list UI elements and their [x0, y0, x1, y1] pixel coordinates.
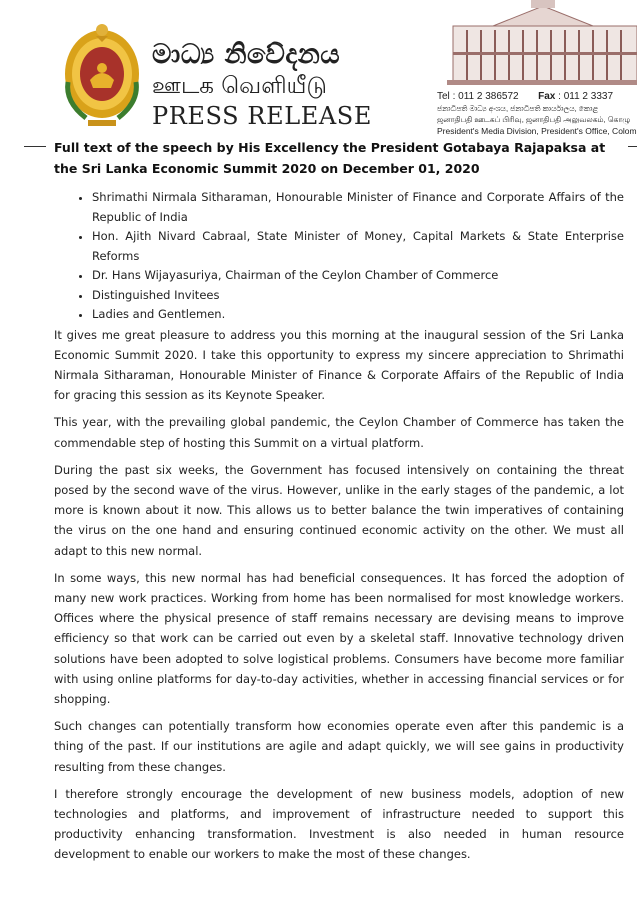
title-sinhala: මාධ්‍ය නිවේදනය [152, 39, 341, 70]
press-release-header [0, 0, 637, 140]
speech-paragraph: This year, with the prevailing global pandemic, the Ceylon Chamber of Commerce has taken the commendable step of hosting this Summit on a virtual platform. [54, 415, 624, 450]
addressee-item: • Hon. Ajith Nivard Cabraal, State Minister of Money, Capital Markets & State Enterprise Reforms [92, 227, 624, 266]
addressee-item: • Shrimathi Nirmala Sitharaman, Honourable Minister of Finance and Corporate Affairs of the Republic of India [92, 188, 624, 227]
tel-label: Tel [437, 91, 450, 102]
fax-label: Fax [538, 91, 556, 102]
speech-paragraph: In some ways, this new normal has had beneficial consequences. It has forced the adoption of many new work practices. Working from home has been normalised for most knowledge workers. Offices where the physical presence of staff remains necessary are devising means to improve efficiency so that work can be carried out even by a skeletal staff. Innovative technology driven solutions have been adopted to solve logistical problems. Consumers have become more familiar with using online platforms for day-to-day activities, whether in accessing financial services or for shopping. [54, 570, 624, 706]
title-tamil: ஊடக வெளியீடு [152, 73, 327, 99]
presidents-office-building-icon [433, 0, 637, 86]
fax-value: : 011 2 3337 [558, 91, 614, 102]
sri-lanka-emblem-icon [62, 22, 142, 132]
document-title: Full text of the speech by His Excellency the President Gotabaya Rajapaksa at the Sri Lanka Economic Summit 2020 on December 01, 2020 [54, 140, 606, 176]
contact-line-english: President's Media Division, President's Office, Colom [437, 126, 637, 136]
addressee-list [54, 188, 624, 325]
contact-line-sinhala: ජනාධිපති මාධ්‍ය අංශය, ජනාධිපති කාර්යාලය, කොළ [437, 104, 599, 113]
addressee-item: • Dr. Hans Wijayasuriya, Chairman of the Ceylon Chamber of Commerce [92, 266, 624, 286]
header-divider-left [24, 146, 46, 147]
speech-paragraph: During the past six weeks, the Government has focused intensively on containing the threat posed by the second wave of the virus. However, unlike in the early stages of the pandemic, a lot more is known about it now. This allows us to better balance the twin imperatives of containing the virus on the one hand and ensuring continued economic activity on the other. We must all adapt to this new normal. [54, 462, 624, 558]
addressee-item: • Distinguished Invitees [92, 286, 624, 306]
contact-details [437, 90, 637, 137]
speech-paragraph: I therefore strongly encourage the development of new business models, adoption of new technologies and platforms, and improvement of infrastructure needed to support this productivity enhancing transformation. Investment is also needed in human resource development to enable our workers to make the most of these changes. [54, 786, 624, 862]
contact-line-tamil: ஜனாதிபதி ஊடகப் பிரிவு, ஜனாதிபதி அலுவலகம், கொழு [437, 115, 631, 124]
tel-value: : 011 2 386572 [452, 91, 519, 102]
header-divider-right [628, 146, 637, 147]
speech-paragraph: Such changes can potentially transform how economies operate even after this pandemic is a thing of the past. If our institutions are agile and adapt quickly, we will see gains in productivity resulting from these changes. [54, 719, 624, 774]
title-english: PRESS RELEASE [152, 102, 372, 130]
speech-body [54, 137, 624, 872]
speech-paragraph: It gives me great pleasure to address you this morning at the inaugural session of the Sri Lanka Economic Summit 2020. I take this opportunity to express my sincere appreciation to Shrimathi Nirmala Sitharaman, Honourable Minister of Finance & Corporate Affairs of the Republic of India for gracing this session as its Keynote Speaker. [54, 327, 624, 403]
addressee-item: • Ladies and Gentlemen. [92, 305, 624, 325]
